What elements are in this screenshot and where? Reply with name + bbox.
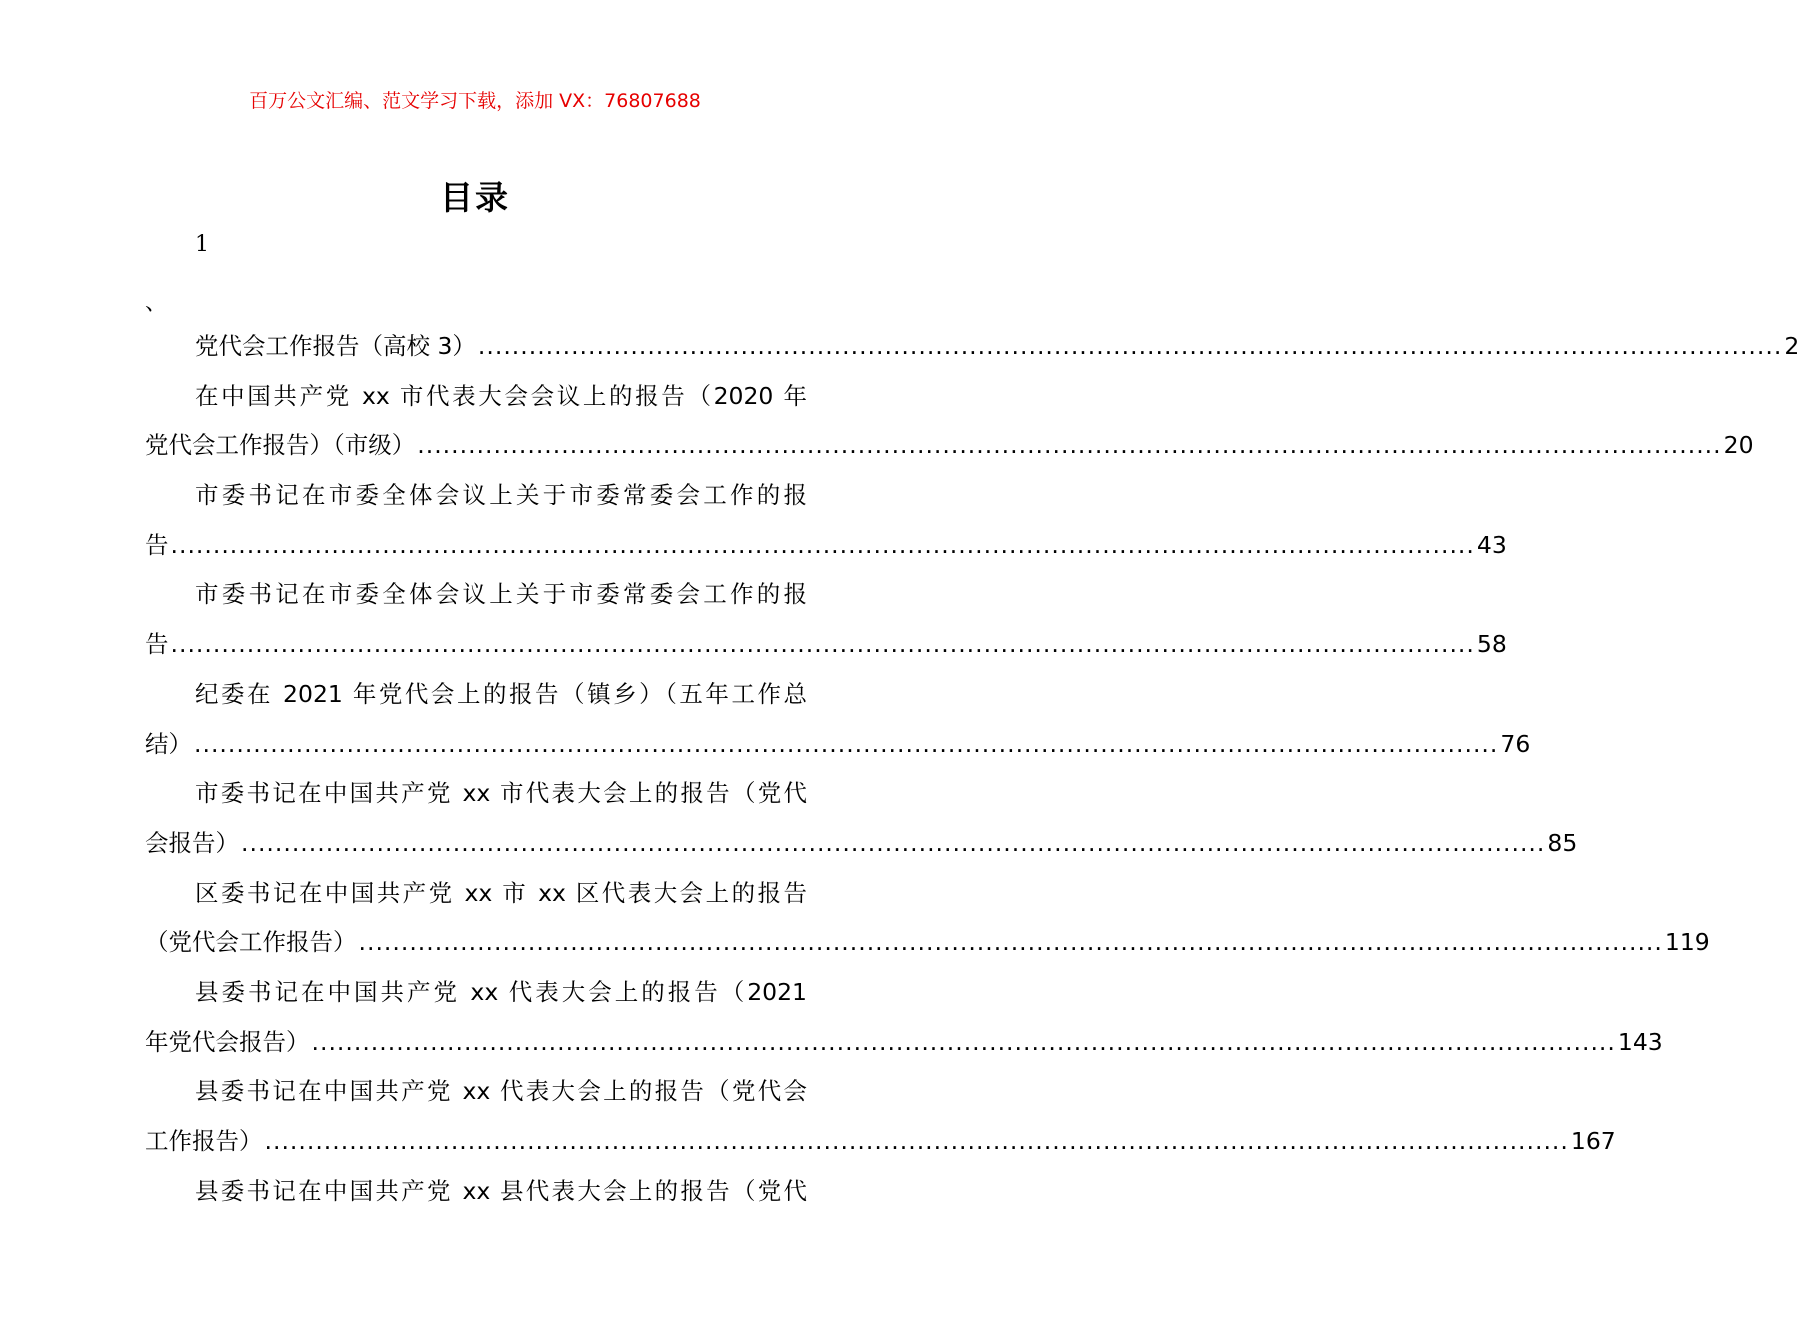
toc-page-number: 43	[1476, 530, 1507, 559]
toc-entry-last-line	[145, 322, 1799, 372]
dot-leader: ..........................................................................................................................................................	[170, 630, 1475, 659]
dot-leader: ..........................................................................................................................................................	[477, 332, 1783, 360]
toc-entry-title: （党代会工作报告）	[145, 928, 357, 957]
toc-entry-title: 告	[145, 630, 169, 659]
dot-leader: ..........................................................................................................................................................	[170, 530, 1475, 559]
toc-entry-title: 党代会工作报告（高校 3）	[195, 332, 476, 360]
toc-entry-line: 在中国共产党 xx 市代表大会会议上的报告（2020 年	[195, 381, 807, 410]
toc-entry-last-line	[145, 1018, 1663, 1068]
toc-entry-title: 结）	[145, 729, 192, 758]
dot-leader: ..........................................................................................................................................................	[417, 431, 1722, 460]
toc-entry[interactable]	[145, 570, 1507, 669]
toc-entry-line: 市委书记在市委全体会议上关于市委常委会工作的报	[195, 481, 807, 510]
toc-page-number: 20	[1723, 431, 1754, 460]
table-of-contents	[145, 322, 1799, 1216]
toc-entry[interactable]	[145, 471, 1507, 570]
toc-entry-line: 市委书记在中国共产党 xx 市代表大会上的报告（党代	[195, 779, 807, 808]
toc-entry-title: 会报告）	[145, 828, 239, 857]
toc-entry[interactable]	[145, 322, 1799, 372]
toc-page-number: 2	[1784, 332, 1799, 360]
list-separator: 、	[145, 291, 168, 316]
page-title: 目录	[440, 178, 510, 217]
toc-entry-last-line	[145, 720, 1531, 770]
toc-entry-line: 县委书记在中国共产党 xx 代表大会上的报告（党代会	[195, 1077, 807, 1106]
toc-page-number: 85	[1547, 828, 1578, 857]
dot-leader: ..........................................................................................................................................................	[264, 1127, 1569, 1155]
toc-entry[interactable]	[145, 769, 1578, 868]
dot-leader: ..........................................................................................................................................................	[194, 729, 1499, 758]
dot-leader: ..........................................................................................................................................................	[358, 928, 1663, 957]
toc-entry-last-line	[145, 521, 1507, 571]
toc-entry[interactable]	[145, 1167, 807, 1217]
toc-page-number: 167	[1570, 1127, 1616, 1155]
list-number: 1	[195, 232, 209, 257]
toc-entry[interactable]	[145, 372, 1754, 471]
dot-leader: ..........................................................................................................................................................	[311, 1027, 1616, 1056]
toc-entry-title: 党代会工作报告）（市级）	[145, 431, 416, 460]
toc-entry-last-line	[145, 620, 1507, 670]
toc-entry[interactable]	[145, 869, 1710, 968]
toc-page-number: 58	[1476, 630, 1507, 659]
dot-leader: ..........................................................................................................................................................	[241, 828, 1546, 857]
toc-entry[interactable]	[145, 1067, 1616, 1166]
toc-page-number: 119	[1664, 928, 1710, 957]
toc-entry-last-line	[145, 918, 1710, 968]
toc-entry-line: 纪委在 2021 年党代会上的报告（镇乡）（五年工作总	[195, 679, 807, 708]
toc-entry-title: 年党代会报告）	[145, 1027, 310, 1056]
toc-entry-title: 告	[145, 530, 169, 559]
toc-entry-line: 区委书记在中国共产党 xx 市 xx 区代表大会上的报告	[195, 878, 807, 907]
toc-entry-line: 县委书记在中国共产党 xx 县代表大会上的报告（党代	[195, 1176, 807, 1205]
toc-entry-last-line	[145, 421, 1754, 471]
header-notice: 百万公文汇编、范文学习下载，添加 VX：76807688	[249, 90, 701, 112]
toc-entry-line: 县委书记在中国共产党 xx 代表大会上的报告（2021	[195, 977, 807, 1006]
toc-entry-last-line	[145, 1117, 1616, 1167]
toc-entry[interactable]	[145, 670, 1531, 769]
toc-entry-title: 工作报告）	[145, 1127, 263, 1155]
toc-entry-last-line	[145, 819, 1578, 869]
toc-page-number: 76	[1500, 729, 1531, 758]
toc-entry[interactable]	[145, 968, 1663, 1067]
toc-page-number: 143	[1617, 1027, 1663, 1056]
toc-entry-line: 市委书记在市委全体会议上关于市委常委会工作的报	[195, 580, 807, 609]
